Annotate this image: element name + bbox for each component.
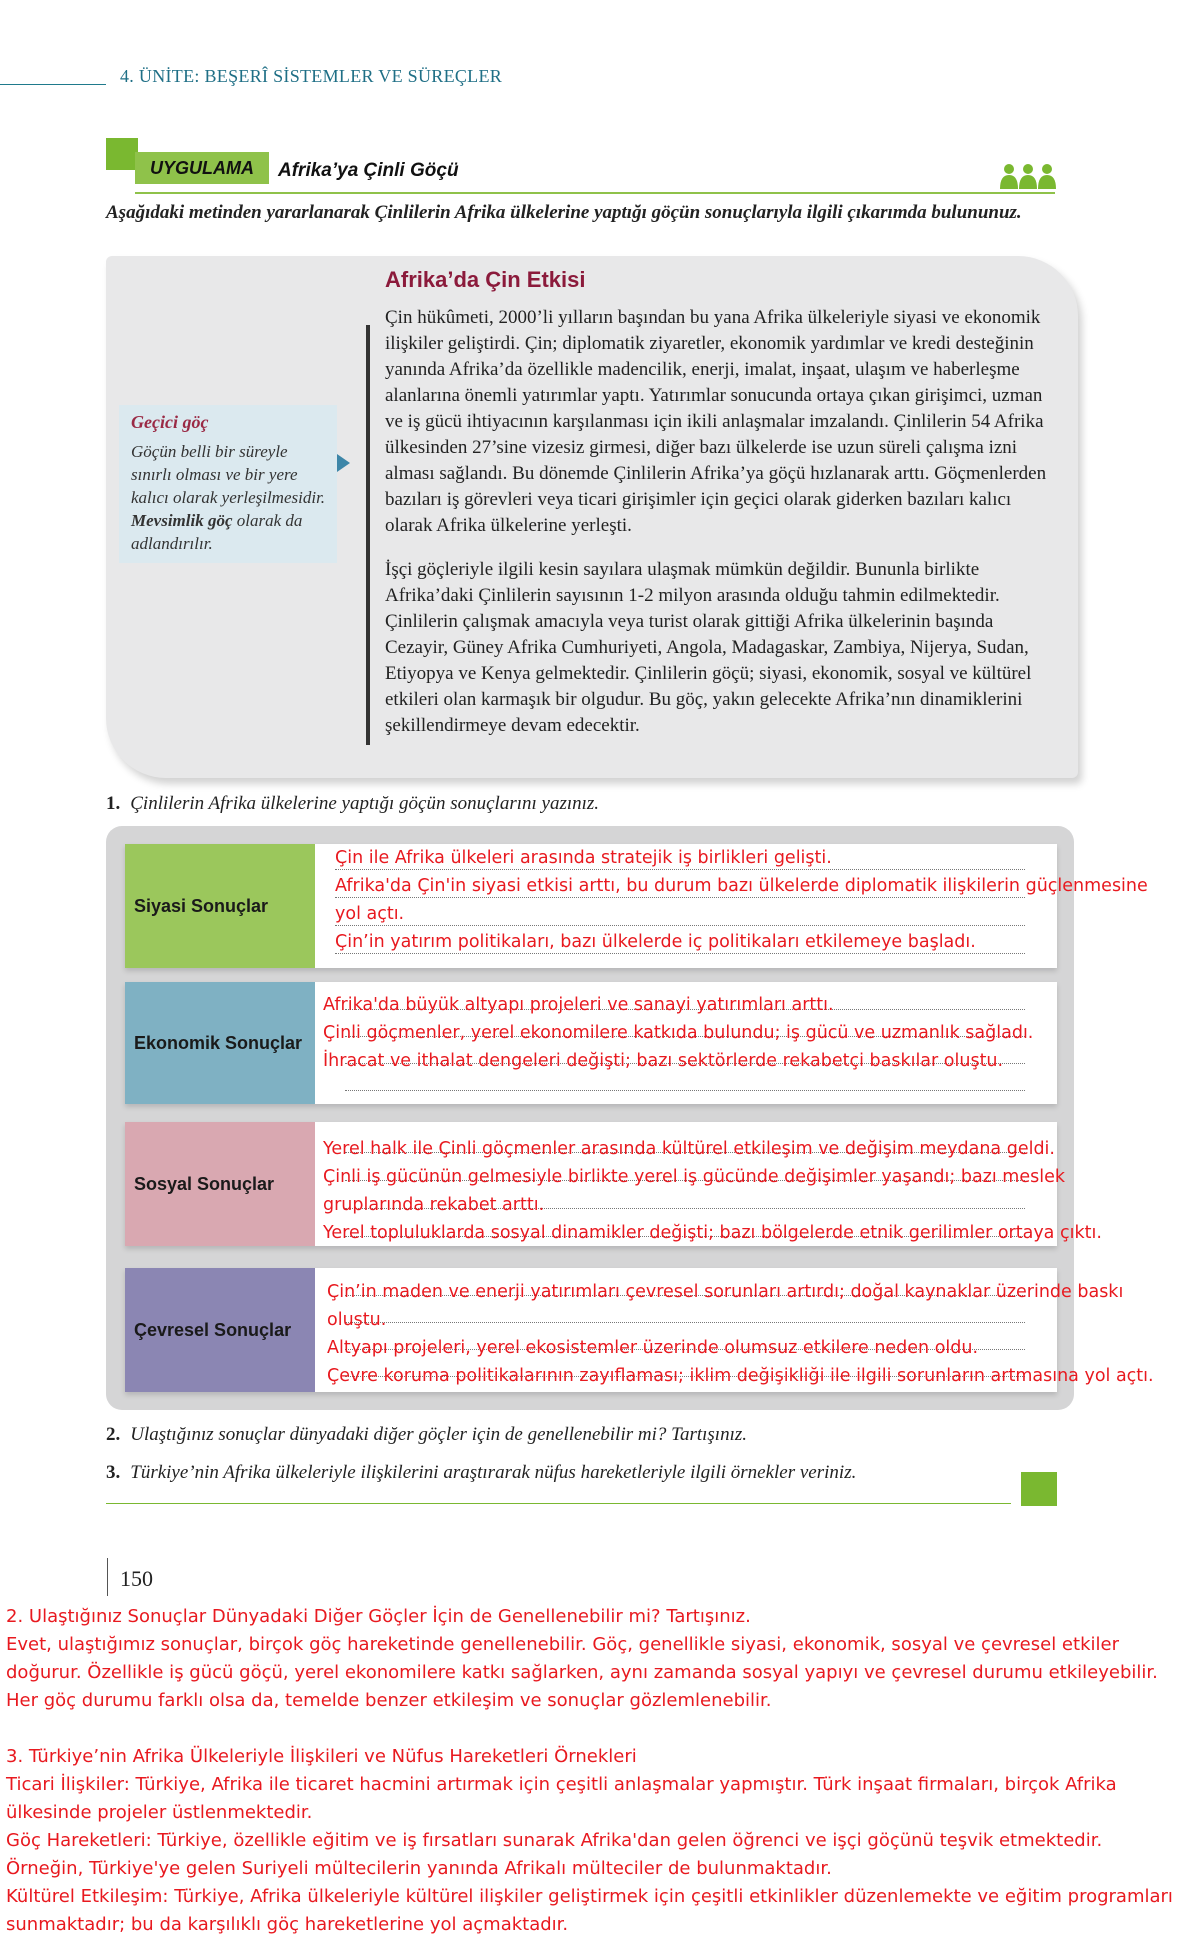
reading-body (385, 305, 1050, 757)
reading-paragraph: Çin hükûmeti, 2000’li yılların başından bu yana Afrika ülkeleriyle siyasi ve ekonomik ilişkiler geliştirdi. Çin; diplomatik ziyaretler, ekonomik yardımlar ve kredi desteğinin yanında Afrika’da özellikle madencilik, enerji, imalat, inşaat, ulaşım ve haberleşme alanlarına önemli yatırımlar yaptı. Yatırımlar sonucunda ortaya çıkan girişimci, uzman ve iş gücü ihtiyacının karşılanması için ikili anlaşmalar imzalandı. Çinlilerin 54 Afrika ülkesinden 27’sine vizesiz girmesi, diğer bazı ülkelerde ise uzun süreli çalışma izni alması sağlandı. Bu dönemde Çinlilerin Afrika’ya göçü hızlanarak arttı. Göçmenlerden bazıları iş görevleri veya ticari girişimler için geçici olarak giderken bazıları kalıcı olarak Afrika ülkelerine yerleşti. (385, 307, 1047, 536)
result-answer: İhracat ve ithalat dengeleri değişti; bazı sektörlerde rekabetçi baskılar oluştu. (323, 1051, 1004, 1071)
result-label-social: Sosyal Sonuçlar (125, 1122, 315, 1246)
activity-tag: UYGULAMA (135, 152, 269, 184)
result-answer: Çinli iş gücünün gelmesiyle birlikte yerel iş gücünde değişimler yaşandı; bazı meslek (323, 1167, 1065, 1187)
answer-paragraph: Ticari İlişkiler: Türkiye, Afrika ile ticaret hacmini artırmak için çeşitli anlaşmalar yapmıştır. Türk inşaat firmaları, birçok Afrika ülkesinde projeler üstlenmektedir. (6, 1774, 1117, 1823)
answer-heading: 3. Türkiye’nin Afrika Ülkeleriyle İlişkileri ve Nüfus Hareketleri Örnekleri (6, 1746, 637, 1767)
answer-heading: 2. Ulaştığınız Sonuçlar Dünyadaki Diğer Göçler İçin de Genellenebilir mi? Tartışınız. (6, 1606, 751, 1627)
reading-paragraph: İşçi göçleriyle ilgili kesin sayılara ulaşmak mümkün değildir. Bununla birlikte Afrika’daki Çinlilerin sayısının 1-2 milyon arasında olduğu tahmin edilmektedir. Çinlilerin çalışmak amacıyla veya turist olarak gittiği Afrika ülkelerinin başında Cezayir, Güney Afrika Cumhuriyeti, Angola, Madagaskar, Zambiya, Nijerya, Sudan, Etiyopya ve Kenya gelmektedir. Çinlilerin göçü; siyasi, ekonomik, sosyal ve kültürel etkileri olan karmaşık bir olgudur. Bu göç, yakın gelecekte Afrika’nın dinamiklerini şekillendirmeye devam edecektir. (385, 559, 1032, 736)
result-label-economic: Ekonomik Sonuçlar (125, 982, 315, 1104)
section-end-rule (106, 1503, 1011, 1504)
answer-line (345, 1322, 1025, 1323)
page-number-rule (107, 1558, 108, 1596)
pointer-arrow-icon (337, 454, 350, 472)
side-note-term: Mevsimlik göç (131, 511, 233, 530)
unit-title: 4. ÜNİTE: BEŞERÎ SİSTEMLER VE SÜREÇLER (120, 66, 503, 86)
header-rule (0, 84, 106, 85)
spacer (6, 1715, 1176, 1743)
decor-square (106, 138, 138, 170)
question-text: Çinlilerin Afrika ülkelerine yaptığı göçün sonuçlarını yazınız. (130, 793, 600, 814)
answer-line (345, 1090, 1025, 1091)
result-label-environmental: Çevresel Sonuçlar (125, 1268, 315, 1392)
decor-square (1021, 1472, 1057, 1506)
result-answer: Yerel topluluklarda sosyal dinamikler değişti; bazı bölgelerde etnik gerilimler ortaya çıktı. (323, 1223, 1102, 1243)
reading-heading: Afrika’da Çin Etkisi (385, 267, 586, 292)
result-answer: Afrika'da Çin'in siyasi etkisi arttı, bu durum bazı ülkelerde diplomatik ilişkilerin güçlenmesine (335, 876, 1148, 896)
activity-instruction: Aşağıdaki metinden yararlanarak Çinlilerin Afrika ülkelerine yaptığı göçün sonuçlarıyla ilgili çıkarımda bulununuz. (106, 202, 1022, 223)
question-number: 3. (106, 1462, 121, 1483)
result-answer: Çin’in yatırım politikaları, bazı ülkelerde iç politikaları etkilemeye başladı. (335, 932, 976, 952)
reading-sidebar-rule (366, 325, 370, 745)
result-answer: Çin’in maden ve enerji yatırımları çevresel sorunları artırdı; doğal kaynaklar üzerinde baskı (327, 1282, 1124, 1302)
result-answer: Afrika'da büyük altyapı projeleri ve sanayi yatırımları arttı. (323, 995, 834, 1015)
side-note-title: Geçici göç (131, 412, 209, 432)
question-number: 1. (106, 793, 121, 814)
written-answers (6, 1603, 1176, 1939)
question-1 (106, 793, 599, 815)
result-answer: Çinli göçmenler, yerel ekonomilere katkıda bulundu; iş gücü ve uzmanlık sağladı. (323, 1023, 1034, 1043)
question-text: Türkiye’nin Afrika ülkeleriyle ilişkilerini araştırarak nüfus hareketleriyle ilgili örnekler veriniz. (130, 1462, 857, 1483)
answer-paragraph: Kültürel Etkileşim: Türkiye, Afrika ülkeleriyle kültürel ilişkiler geliştirmek için çeşitli etkinlikler düzenlemekte ve eğitim programları sunmaktadır; bu da karşılıklı göç hareketlerine yol açmaktadır. (6, 1886, 1173, 1935)
answer-line (335, 925, 1025, 926)
question-number: 2. (106, 1424, 121, 1445)
group-icon (1000, 163, 1056, 189)
result-answer: gruplarında rekabet arttı. (323, 1195, 545, 1215)
activity-rule (135, 192, 1055, 194)
result-answer: Çin ile Afrika ülkeleri arasında stratejik iş birlikleri gelişti. (335, 848, 832, 868)
result-answer: oluştu. (327, 1310, 387, 1330)
question-3 (106, 1462, 856, 1484)
page-number: 150 (120, 1566, 153, 1591)
side-note-text (131, 440, 331, 555)
side-note-tail: olarak da adlandırılır. (131, 511, 303, 553)
result-answer: Altyapı projeleri, yerel ekosistemler üzerinde olumsuz etkilere neden oldu. (327, 1338, 979, 1358)
answer-paragraph: Göç Hareketleri: Türkiye, özellikle eğitim ve iş fırsatları sunarak Afrika'dan gelen öğrenci ve işçi göçünü teşvik etmektedir. Örneğin, Türkiye'ye gelen Suriyeli mültecilerin yanında Afrikalı mülteciler de bulunmaktadır. (6, 1830, 1103, 1879)
question-2 (106, 1424, 747, 1446)
question-text: Ulaştığınız sonuçlar dünyadaki diğer göçler için de genellenebilir mi? Tartışınız. (130, 1424, 748, 1445)
result-label-political: Siyasi Sonuçlar (125, 844, 315, 968)
result-answer: yol açtı. (335, 904, 405, 924)
answer-paragraph: Evet, ulaştığımız sonuçlar, birçok göç hareketinde genellenebilir. Göç, genellikle siyasi, ekonomik, sosyal ve çevresel etkiler doğurur. Özellikle iş gücü göçü, yerel ekonomilere katkı sağlarken, aynı zamanda sosyal yapıyı ve çevresel durumu etkileyebilir. Her göç durumu farklı olsa da, temelde benzer etkileşim ve sonuçlar gözlemlenebilir. (6, 1634, 1158, 1711)
result-answer: Yerel halk ile Çinli göçmenler arasında kültürel etkileşim ve değişim meydana geldi. (323, 1139, 1055, 1159)
side-note-definition: Göçün belli bir süreyle sınırlı olması ve bir yere kalıcı olarak yerleşilmesidir. (131, 442, 326, 507)
activity-title: Afrika’ya Çinli Göçü (278, 160, 459, 181)
result-answer: Çevre koruma politikalarının zayıflaması; iklim değişikliği ile ilgili sorunların artmasına yol açtı. (327, 1366, 1154, 1386)
